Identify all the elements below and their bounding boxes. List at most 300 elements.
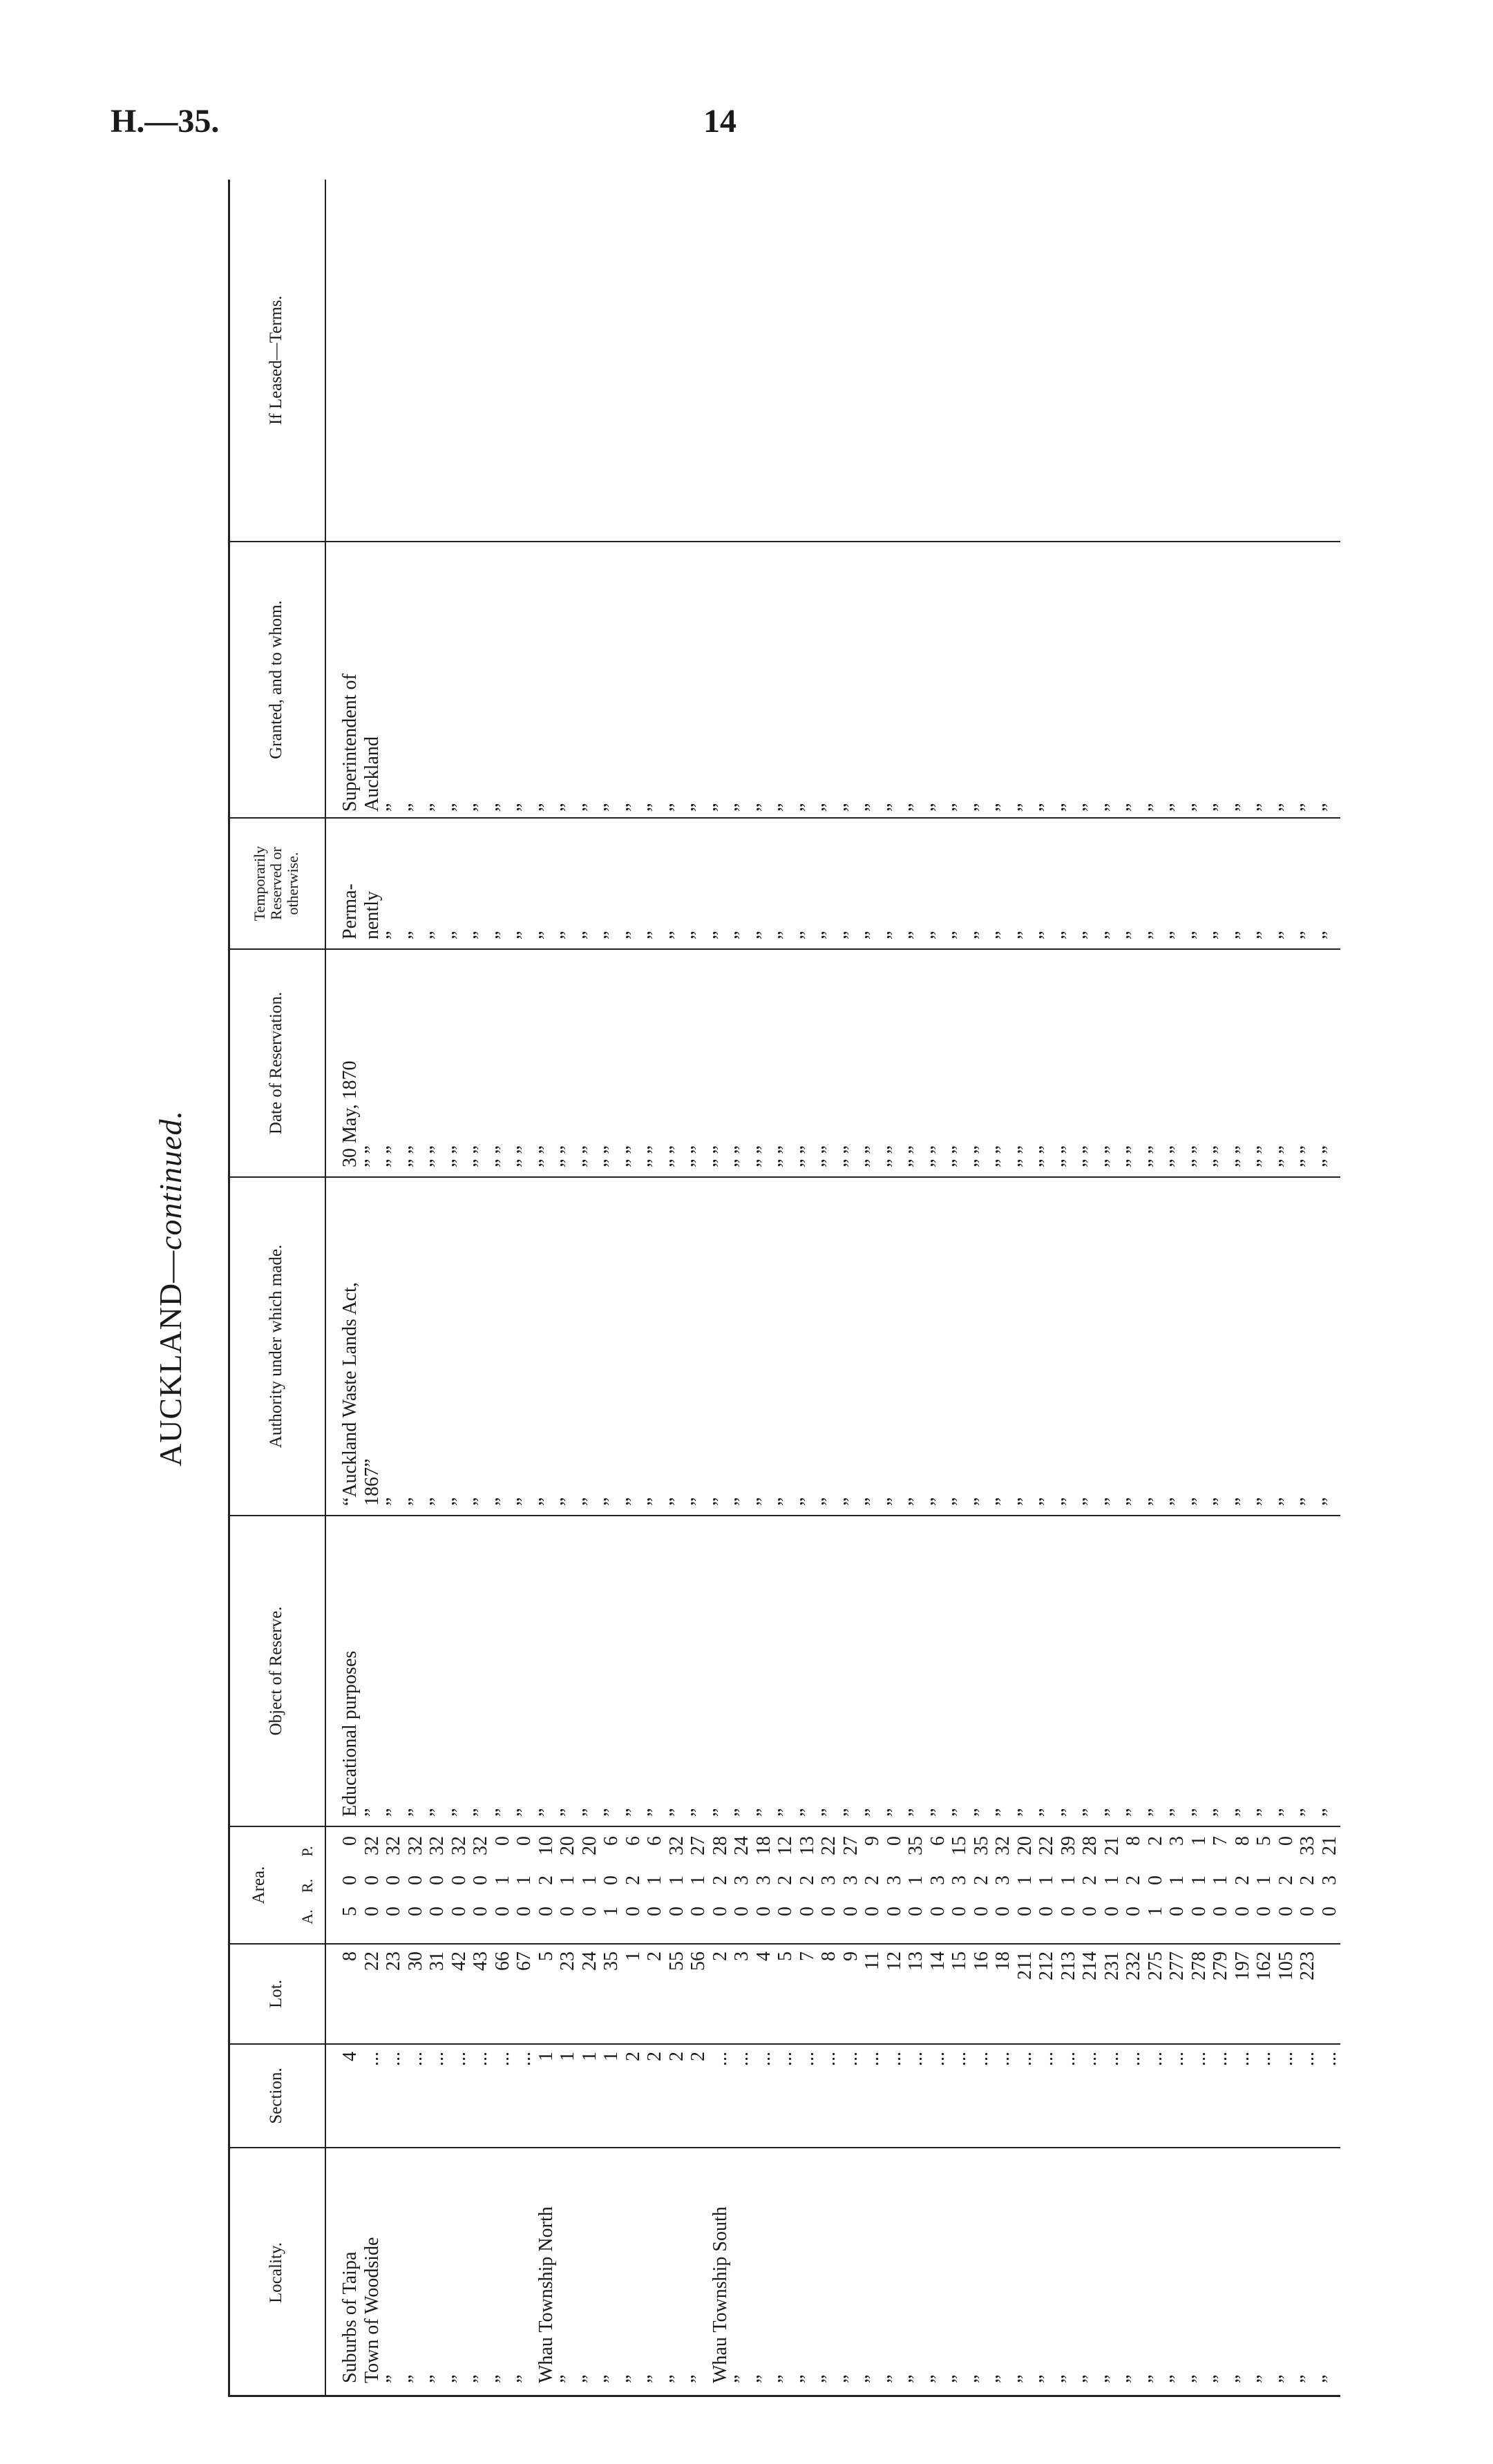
temporarily-reserved-cell: ” <box>426 930 448 939</box>
object-cell: ” <box>905 1808 926 1817</box>
object-cell: ” <box>731 1808 752 1817</box>
table-row <box>382 180 405 2397</box>
section-cell: ... <box>1297 2052 1318 2066</box>
object-cell: ” <box>992 1808 1014 1817</box>
locality-cell: ” <box>796 2374 818 2383</box>
locality-cell: ” <box>1231 2374 1253 2383</box>
table-row <box>926 180 949 2397</box>
locality-cell: ” <box>862 2374 883 2383</box>
authority-cell: ” <box>709 1497 731 1506</box>
area-roods-cell: 3 <box>839 1875 862 1885</box>
lot-cell: 15 <box>949 1951 970 1971</box>
area-perches-cell: 39 <box>1057 1836 1079 1855</box>
locality-cell: ” <box>491 2374 513 2383</box>
date-cell: ” ” <box>361 1145 383 1167</box>
rotated-table-block <box>152 180 1340 2397</box>
temporarily-reserved-cell: ” <box>644 930 665 939</box>
temporarily-reserved-cell: ” <box>1036 930 1057 939</box>
temporarily-reserved-cell: ” <box>665 930 687 939</box>
area-perches-cell: 6 <box>600 1836 622 1846</box>
section-cell: ... <box>1101 2052 1123 2066</box>
object-cell: ” <box>752 1808 774 1817</box>
area-roods-cell: 1 <box>491 1875 513 1885</box>
area-acres-cell: 0 <box>644 1907 665 1916</box>
object-cell: ” <box>883 1808 905 1817</box>
locality-cell: ” <box>1275 2374 1297 2383</box>
section-cell: 2 <box>622 2052 644 2061</box>
locality-cell: ” <box>622 2374 644 2383</box>
area-roods-cell: 2 <box>796 1875 818 1885</box>
area-roods-cell: 0 <box>383 1875 404 1885</box>
granted-cell: ” <box>383 803 404 812</box>
area-roods-cell: 1 <box>578 1875 600 1885</box>
lot-cell: 223 <box>1297 1951 1318 1980</box>
header-area: Area. <box>249 1866 269 1904</box>
date-cell: ” ” <box>448 1145 470 1167</box>
area-perches-cell: 8 <box>1123 1836 1144 1846</box>
granted-cell: ” <box>687 803 709 812</box>
lot-cell: 213 <box>1057 1951 1079 1980</box>
object-cell: ” <box>491 1808 513 1817</box>
lot-cell: 9 <box>839 1951 862 1961</box>
locality-cell: ” <box>970 2374 992 2383</box>
date-cell: ” ” <box>622 1145 644 1167</box>
area-roods-cell: 0 <box>361 1875 383 1885</box>
object-cell: ” <box>949 1808 970 1817</box>
header-lot: Lot. <box>267 1980 286 2008</box>
date-cell: ” ” <box>1231 1145 1253 1167</box>
section-cell: ... <box>839 2052 862 2066</box>
temporarily-reserved-cell: ” <box>1318 930 1340 939</box>
area-perches-cell: 0 <box>883 1836 905 1846</box>
authority-cell: ” <box>578 1497 600 1506</box>
table-row <box>1078 180 1101 2397</box>
date-cell: ” ” <box>1253 1145 1275 1167</box>
section-cell: ... <box>1036 2052 1057 2066</box>
granted-cell: ” <box>1144 803 1166 812</box>
area-acres-cell: 0 <box>992 1907 1014 1916</box>
locality-cell: ” <box>1057 2374 1079 2383</box>
temporarily-reserved-cell: ” <box>1123 930 1144 939</box>
granted-cell: ” <box>883 803 905 812</box>
object-cell: ” <box>644 1808 665 1817</box>
date-cell: ” ” <box>709 1145 731 1167</box>
area-perches-cell: 32 <box>426 1836 448 1855</box>
area-roods-cell: 0 <box>404 1875 426 1885</box>
area-acres-cell: 0 <box>862 1907 883 1916</box>
date-cell: ” ” <box>774 1145 796 1167</box>
temporarily-reserved-cell: ” <box>1297 930 1318 939</box>
granted-cell: ” <box>1166 803 1188 812</box>
date-cell: ” ” <box>1101 1145 1123 1167</box>
lot-cell: 18 <box>992 1951 1014 1971</box>
table-row <box>578 180 601 2397</box>
table-row <box>687 180 710 2397</box>
header-temporarily-reserved: Temporarily Reserved or otherwise. <box>250 846 302 921</box>
date-cell: ” ” <box>1057 1145 1079 1167</box>
granted-cell: ” <box>926 803 949 812</box>
date-cell: ” ” <box>491 1145 513 1167</box>
section-cell: ... <box>883 2052 905 2066</box>
granted-cell: ” <box>470 803 491 812</box>
header-granted: Granted, and to whom. <box>267 600 286 759</box>
object-cell: ” <box>622 1808 644 1817</box>
table-row <box>752 180 775 2397</box>
area-perches-cell: 32 <box>361 1836 383 1855</box>
authority-cell: ” <box>862 1497 883 1506</box>
header-section: Section. <box>267 2067 286 2124</box>
authority-cell: ” <box>535 1497 557 1506</box>
object-cell: ” <box>1253 1808 1275 1817</box>
lot-cell: 2 <box>644 1951 665 1961</box>
section-cell: ... <box>470 2052 491 2066</box>
lot-cell: 66 <box>491 1951 513 1971</box>
object-cell: ” <box>448 1808 470 1817</box>
locality-cell: ” <box>644 2374 665 2383</box>
authority-cell: ” <box>1318 1497 1340 1506</box>
temporarily-reserved-cell: ” <box>1275 930 1297 939</box>
granted-cell: ” <box>578 803 600 812</box>
granted-cell: ” <box>839 803 862 812</box>
area-roods-cell: 0 <box>448 1875 470 1885</box>
granted-cell: ” <box>992 803 1014 812</box>
header-bottom-rule <box>325 180 326 2397</box>
date-cell: ” ” <box>1297 1145 1318 1167</box>
table-row <box>426 180 448 2397</box>
section-cell: ... <box>926 2052 949 2066</box>
area-perches-cell: 12 <box>774 1836 796 1855</box>
table-row <box>361 180 383 2397</box>
granted-cell: Auckland <box>361 736 383 812</box>
area-acres-cell: 0 <box>709 1907 731 1916</box>
area-perches-cell: 1 <box>1188 1836 1210 1846</box>
temporarily-reserved-cell: ” <box>1166 930 1188 939</box>
table-row <box>1166 180 1188 2397</box>
locality-cell: ” <box>426 2374 448 2383</box>
lot-cell: 67 <box>513 1951 535 1971</box>
locality-cell: Suburbs of Taipa <box>339 2251 361 2383</box>
area-perches-cell: 21 <box>1101 1836 1123 1855</box>
area-perches-cell: 6 <box>926 1836 949 1846</box>
date-cell: ” ” <box>470 1145 491 1167</box>
lot-cell: 212 <box>1036 1951 1057 1980</box>
authority-cell: ” <box>970 1497 992 1506</box>
granted-cell: ” <box>1253 803 1275 812</box>
area-roods-cell: 3 <box>883 1875 905 1885</box>
object-cell: ” <box>535 1808 557 1817</box>
area-acres-cell: 0 <box>426 1907 448 1916</box>
lot-cell: 22 <box>361 1951 383 1971</box>
lot-cell: 277 <box>1166 1951 1188 1980</box>
date-cell: ” ” <box>1014 1145 1036 1167</box>
object-cell: ” <box>1188 1808 1210 1817</box>
temporarily-reserved-cell: ” <box>992 930 1014 939</box>
authority-cell: ” <box>883 1497 905 1506</box>
temporarily-reserved-cell: ” <box>557 930 578 939</box>
temporarily-reserved-cell: ” <box>709 930 731 939</box>
lot-cell: 56 <box>687 1951 709 1971</box>
area-acres-cell: 0 <box>1123 1907 1144 1916</box>
table-row <box>339 180 361 2397</box>
area-acres-cell: 0 <box>1253 1907 1275 1916</box>
area-roods-cell: 2 <box>774 1875 796 1885</box>
area-roods-cell: 1 <box>1014 1875 1036 1885</box>
lot-cell: 35 <box>600 1951 622 1971</box>
granted-cell: ” <box>1297 803 1318 812</box>
lot-cell: 24 <box>578 1951 600 1971</box>
area-perches-cell: 27 <box>839 1836 862 1855</box>
locality-cell: ” <box>383 2374 404 2383</box>
table-row <box>622 180 645 2397</box>
locality-cell: ” <box>665 2374 687 2383</box>
locality-cell: ” <box>470 2374 491 2383</box>
granted-cell: ” <box>513 803 535 812</box>
area-acres-cell: 0 <box>883 1907 905 1916</box>
section-cell: 2 <box>665 2052 687 2061</box>
lot-cell: 214 <box>1079 1951 1101 1980</box>
section-cell: ... <box>752 2052 774 2066</box>
area-acres-cell: 0 <box>622 1907 644 1916</box>
area-acres-cell: 5 <box>339 1907 361 1916</box>
area-perches-cell: 6 <box>644 1836 665 1846</box>
date-cell: ” ” <box>970 1145 992 1167</box>
date-cell: ” ” <box>513 1145 535 1167</box>
section-cell: 1 <box>535 2052 557 2061</box>
temporarily-reserved-cell: ” <box>862 930 883 939</box>
title-main: AUCKLAND— <box>153 1250 188 1467</box>
section-cell: 1 <box>600 2052 622 2061</box>
table-row <box>643 180 666 2397</box>
area-acres-cell: 1 <box>1144 1907 1166 1916</box>
date-cell: ” ” <box>1210 1145 1231 1167</box>
object-cell: ” <box>926 1808 949 1817</box>
area-roods-cell: 2 <box>862 1875 883 1885</box>
section-cell: ... <box>905 2052 926 2066</box>
locality-cell: ” <box>513 2374 535 2383</box>
lot-cell: 1 <box>622 1951 644 1961</box>
table-row <box>991 180 1014 2397</box>
locality-cell: ” <box>992 2374 1014 2383</box>
area-acres-cell: 0 <box>796 1907 818 1916</box>
area-acres-cell: 0 <box>361 1907 383 1916</box>
temporarily-reserved-cell: nently <box>361 891 383 939</box>
area-perches-cell: 0 <box>491 1836 513 1846</box>
locality-cell: ” <box>1101 2374 1123 2383</box>
area-perches-cell: 8 <box>1231 1836 1253 1846</box>
lot-cell: 8 <box>339 1951 361 1961</box>
temporarily-reserved-cell: ” <box>1014 930 1036 939</box>
table-row <box>448 180 470 2397</box>
table-title <box>152 180 207 2397</box>
section-cell: ... <box>1057 2052 1079 2066</box>
area-acres-cell: 0 <box>687 1907 709 1916</box>
section-cell: 1 <box>557 2052 578 2061</box>
table-row <box>1035 180 1058 2397</box>
date-cell: ” ” <box>949 1145 970 1167</box>
temporarily-reserved-cell: ” <box>1253 930 1275 939</box>
area-roods-cell: 0 <box>426 1875 448 1885</box>
area-perches-cell: 35 <box>905 1836 926 1855</box>
area-roods-cell: 2 <box>535 1875 557 1885</box>
section-cell: ... <box>1318 2052 1340 2066</box>
lot-cell: 7 <box>796 1951 818 1961</box>
authority-cell: ” <box>1036 1497 1057 1506</box>
authority-cell: ” <box>1014 1497 1036 1506</box>
authority-cell: ” <box>992 1497 1014 1506</box>
area-roods-cell: 2 <box>970 1875 992 1885</box>
area-roods-cell: 1 <box>905 1875 926 1885</box>
object-cell: ” <box>1123 1808 1144 1817</box>
locality-cell: ” <box>818 2374 839 2383</box>
locality-cell: Whau Township South <box>709 2206 731 2383</box>
area-acres-cell: 0 <box>1079 1907 1101 1916</box>
area-roods-cell: 1 <box>687 1875 709 1885</box>
lot-cell: 43 <box>470 1951 491 1971</box>
authority-cell: ” <box>557 1497 578 1506</box>
date-cell: ” ” <box>731 1145 752 1167</box>
table-row <box>1101 180 1123 2397</box>
area-roods-cell: 0 <box>470 1875 491 1885</box>
lot-cell: 211 <box>1014 1951 1036 1980</box>
object-cell: ” <box>796 1808 818 1817</box>
locality-cell: ” <box>557 2374 578 2383</box>
area-acres-cell: 0 <box>448 1907 470 1916</box>
granted-cell: ” <box>1057 803 1079 812</box>
section-cell: ... <box>731 2052 752 2066</box>
granted-cell: ” <box>970 803 992 812</box>
area-perches-cell: 20 <box>1014 1836 1036 1855</box>
area-acres-cell: 0 <box>1014 1907 1036 1916</box>
area-perches-cell: 10 <box>535 1836 557 1855</box>
temporarily-reserved-cell: ” <box>687 930 709 939</box>
area-acres-cell: 0 <box>818 1907 839 1916</box>
authority-cell: ” <box>470 1497 491 1506</box>
locality-cell: ” <box>883 2374 905 2383</box>
authority-cell: ” <box>426 1497 448 1506</box>
date-cell: ” ” <box>883 1145 905 1167</box>
section-cell: ... <box>1253 2052 1275 2066</box>
area-perches-cell: 32 <box>383 1836 404 1855</box>
authority-cell: ” <box>1231 1497 1253 1506</box>
section-cell: ... <box>1231 2052 1253 2066</box>
authority-cell: ” <box>1210 1497 1231 1506</box>
table-row <box>665 180 688 2397</box>
date-cell: ” ” <box>535 1145 557 1167</box>
date-cell: ” ” <box>1188 1145 1210 1167</box>
area-roods-cell: 1 <box>1057 1875 1079 1885</box>
date-cell: ” ” <box>687 1145 709 1167</box>
area-acres-cell: 0 <box>1297 1907 1318 1916</box>
table-row <box>817 180 840 2397</box>
locality-cell: ” <box>404 2374 426 2383</box>
area-perches-cell: 5 <box>1253 1836 1275 1846</box>
area-acres-cell: 0 <box>1210 1907 1231 1916</box>
locality-cell: ” <box>839 2374 862 2383</box>
temporarily-reserved-cell: ” <box>926 930 949 939</box>
area-acres-cell: 0 <box>491 1907 513 1916</box>
area-roods-cell: 3 <box>992 1875 1014 1885</box>
object-cell: ” <box>470 1808 491 1817</box>
object-cell: ” <box>1275 1808 1297 1817</box>
lot-cell: 11 <box>862 1951 883 1970</box>
temporarily-reserved-cell: ” <box>818 930 839 939</box>
object-cell: ” <box>839 1808 862 1817</box>
area-acres-cell: 0 <box>926 1907 949 1916</box>
section-cell: ... <box>970 2052 992 2066</box>
section-cell: 2 <box>644 2052 665 2061</box>
section-cell: ... <box>862 2052 883 2066</box>
area-roods-cell: 1 <box>665 1875 687 1885</box>
temporarily-reserved-cell: ” <box>1057 930 1079 939</box>
area-perches-cell: 3 <box>1166 1836 1188 1846</box>
authority-cell: ” <box>622 1497 644 1506</box>
table-row <box>839 180 862 2397</box>
area-roods-cell: 3 <box>926 1875 949 1885</box>
table-row <box>1209 180 1232 2397</box>
temporarily-reserved-cell: ” <box>448 930 470 939</box>
area-acres-cell: 0 <box>578 1907 600 1916</box>
locality-cell: Whau Township North <box>535 2206 557 2383</box>
temporarily-reserved-cell: ” <box>1188 930 1210 939</box>
locality-cell: ” <box>1079 2374 1101 2383</box>
area-perches-cell: 22 <box>818 1836 839 1855</box>
granted-cell: ” <box>535 803 557 812</box>
object-cell: ” <box>862 1808 883 1817</box>
area-perches-cell: 32 <box>404 1836 426 1855</box>
granted-cell: ” <box>905 803 926 812</box>
temporarily-reserved-cell: ” <box>905 930 926 939</box>
section-cell: ... <box>1123 2052 1144 2066</box>
temporarily-reserved-cell: ” <box>513 930 535 939</box>
area-roods-cell: 0 <box>600 1875 622 1885</box>
temporarily-reserved-cell: ” <box>404 930 426 939</box>
area-roods-cell: 1 <box>1253 1875 1275 1885</box>
temporarily-reserved-cell: ” <box>1231 930 1253 939</box>
temporarily-reserved-cell: ” <box>949 930 970 939</box>
reserves-table <box>228 180 1340 2397</box>
object-cell: ” <box>426 1808 448 1817</box>
locality-cell: ” <box>774 2374 796 2383</box>
area-perches-cell: 0 <box>513 1836 535 1846</box>
granted-cell: ” <box>1231 803 1253 812</box>
area-roods-cell: 1 <box>513 1875 535 1885</box>
granted-cell: ” <box>644 803 665 812</box>
object-cell: ” <box>1297 1808 1318 1817</box>
area-acres-cell: 0 <box>513 1907 535 1916</box>
lot-cell: 2 <box>709 1951 731 1961</box>
object-cell: ” <box>709 1808 731 1817</box>
area-roods-cell: 0 <box>339 1875 361 1885</box>
area-roods-cell: 0 <box>1144 1875 1166 1885</box>
granted-cell: ” <box>1188 803 1210 812</box>
area-perches-cell: 13 <box>796 1836 818 1855</box>
area-acres-cell: 0 <box>731 1907 752 1916</box>
section-cell: ... <box>448 2052 470 2066</box>
authority-cell: ” <box>687 1497 709 1506</box>
locality-cell: ” <box>448 2374 470 2383</box>
date-cell: ” ” <box>557 1145 578 1167</box>
object-cell: ” <box>1210 1808 1231 1817</box>
lot-cell: 162 <box>1253 1951 1275 1980</box>
section-cell: ... <box>709 2052 731 2066</box>
object-cell: ” <box>404 1808 426 1817</box>
area-acres-cell: 0 <box>839 1907 862 1916</box>
area-roods-cell: 1 <box>1188 1875 1210 1885</box>
lot-cell: 42 <box>448 1951 470 1971</box>
area-perches-cell: 0 <box>1275 1836 1297 1846</box>
object-cell: Educational purposes <box>339 1650 361 1817</box>
locality-cell: ” <box>752 2374 774 2383</box>
